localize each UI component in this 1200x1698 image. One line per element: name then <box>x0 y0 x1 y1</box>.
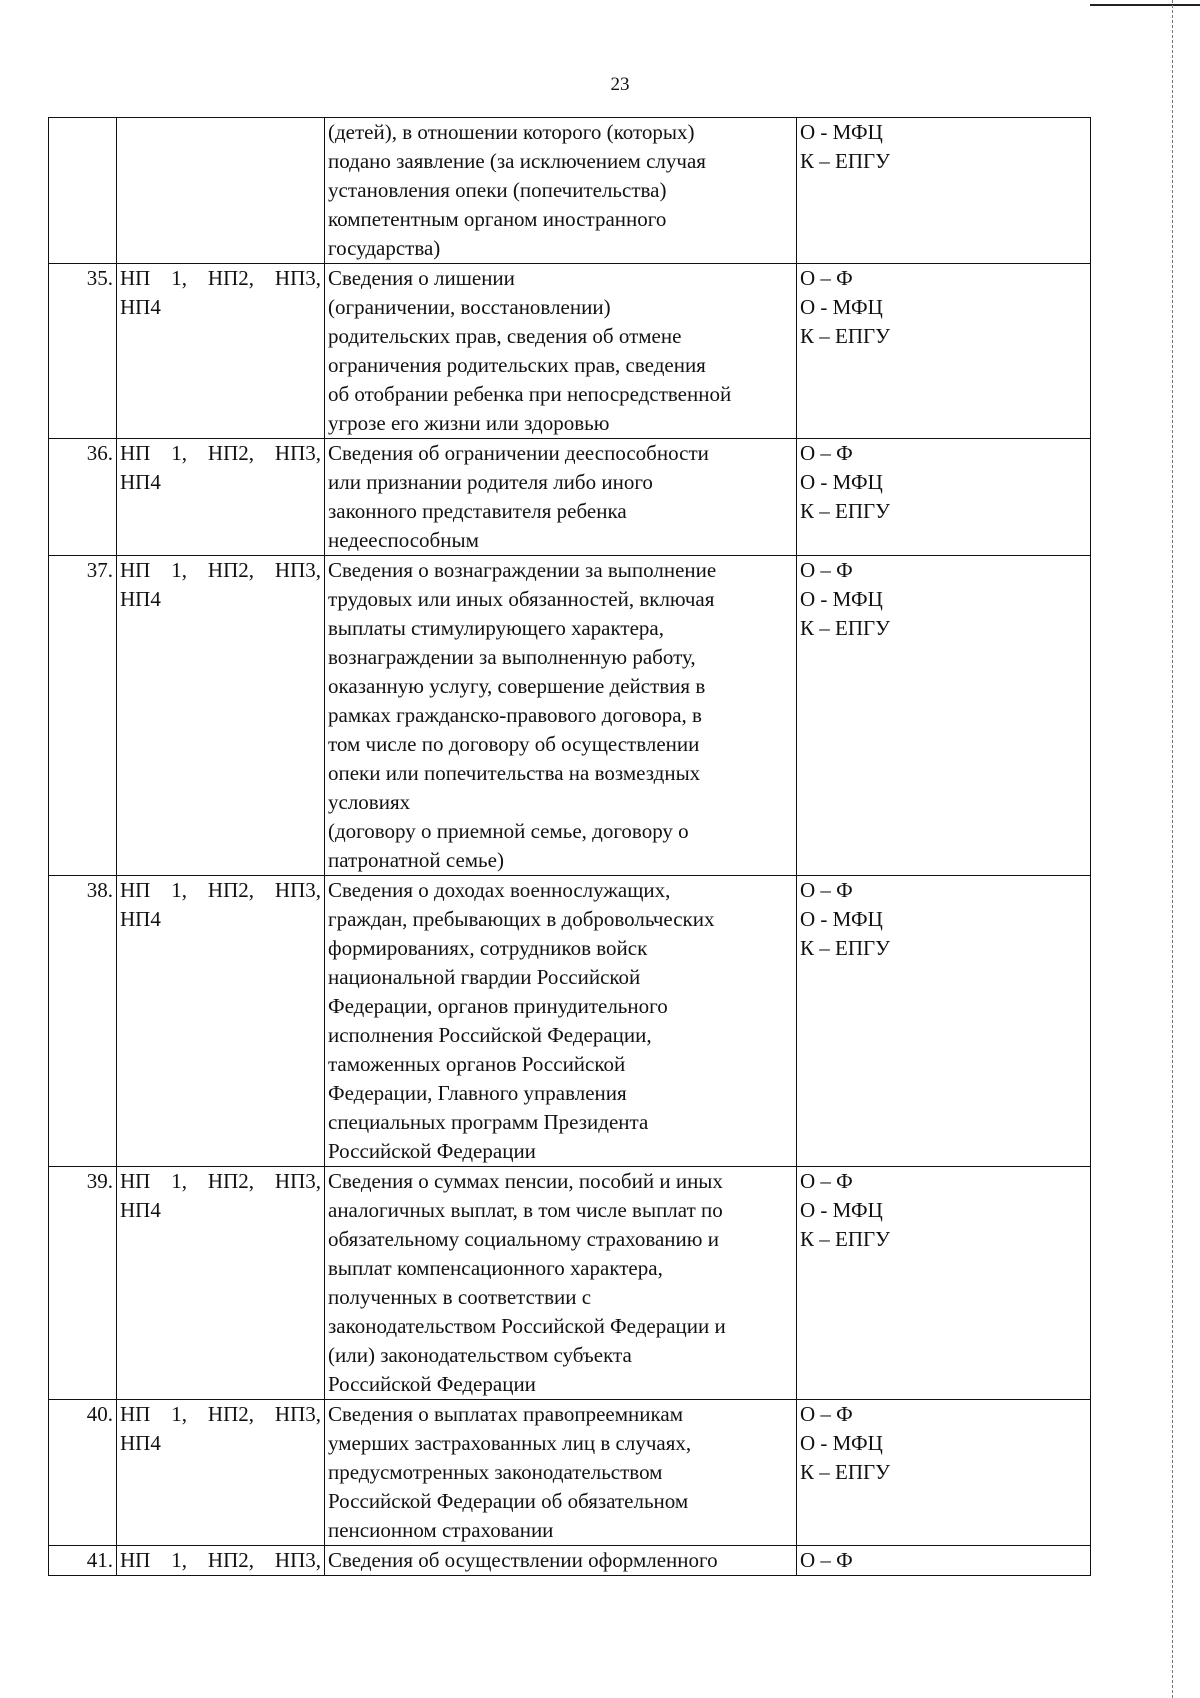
row-number: 38. <box>49 876 117 1167</box>
submission-methods-cell <box>797 1400 1091 1546</box>
description-line: или признании родителя либо иного <box>328 470 653 494</box>
applicant-codes-cell <box>117 1167 325 1400</box>
submission-method: О – Ф <box>800 558 853 582</box>
description-line: обязательному социальному страхованию и <box>328 1227 719 1251</box>
table-body <box>49 118 1091 1576</box>
information-description-cell <box>325 264 797 439</box>
description-line: Сведения об ограничении дееспособности <box>328 441 709 465</box>
row-number: 35. <box>49 264 117 439</box>
description-line: Сведения о вознаграждении за выполнение <box>328 558 717 582</box>
description-line: Сведения о доходах военнослужащих, <box>328 878 671 902</box>
description-line: вознаграждении за выполненную работу, <box>328 645 696 669</box>
description-line: подано заявление (за исключением случая <box>328 149 706 173</box>
information-description-cell <box>325 118 797 264</box>
table-row <box>49 1400 1091 1546</box>
description-line: Федерации, Главного управления <box>328 1081 627 1105</box>
applicant-codes-line: НП4 <box>120 295 161 319</box>
submission-method: О - МФЦ <box>800 120 883 144</box>
description-line: Сведения об осуществлении оформленного <box>328 1548 718 1572</box>
submission-methods-cell <box>797 556 1091 876</box>
applicant-codes-cell <box>117 264 325 439</box>
row-number: 40. <box>49 1400 117 1546</box>
row-number: 37. <box>49 556 117 876</box>
submission-method: О – Ф <box>800 441 853 465</box>
submission-methods-cell <box>797 1167 1091 1400</box>
description-line: установления опеки (попечительства) <box>328 178 667 202</box>
description-line: таможенных органов Российской <box>328 1052 626 1076</box>
applicant-codes-line: НП4 <box>120 1431 161 1455</box>
submission-methods-cell <box>797 439 1091 556</box>
submission-method: К – ЕПГУ <box>800 324 891 348</box>
submission-method: О – Ф <box>800 1402 853 1426</box>
description-line: ограничения родительских прав, сведения <box>328 353 706 377</box>
information-description-cell <box>325 1546 797 1576</box>
description-line: (договору о приемной семье, договору о <box>328 819 689 843</box>
description-line: Российской Федерации <box>328 1139 536 1163</box>
top-edge-rule <box>1090 4 1200 6</box>
submission-method: К – ЕПГУ <box>800 1227 891 1251</box>
description-line: законного представителя ребенка <box>328 499 627 523</box>
table-row <box>49 1167 1091 1400</box>
submission-methods-cell <box>797 264 1091 439</box>
description-line: Федерации, органов принудительного <box>328 994 668 1018</box>
description-line: (или) законодательством субъекта <box>328 1343 632 1367</box>
submission-method: К – ЕПГУ <box>800 499 891 523</box>
applicant-codes-line: НП 1, НП2, НП3, <box>120 441 321 465</box>
applicant-codes-cell <box>117 439 325 556</box>
submission-method: К – ЕПГУ <box>800 1460 891 1484</box>
applicant-codes-line: НП 1, НП2, НП3, <box>120 558 321 582</box>
information-description-cell <box>325 876 797 1167</box>
table-row <box>49 1546 1091 1576</box>
submission-methods-cell <box>797 876 1091 1167</box>
description-line: Российской Федерации об обязательном <box>328 1489 689 1513</box>
description-line: законодательством Российской Федерации и <box>328 1314 726 1338</box>
description-line: угрозе его жизни или здоровью <box>328 411 610 435</box>
description-line: опеки или попечительства на возмездных <box>328 761 701 785</box>
page-number: 23 <box>610 74 630 95</box>
description-line: аналогичных выплат, в том числе выплат по <box>328 1198 723 1222</box>
applicant-codes-line: НП 1, НП2, НП3, <box>120 1169 321 1193</box>
document-table <box>48 117 1091 1576</box>
description-line: исполнения Российской Федерации, <box>328 1023 652 1047</box>
applicant-codes-cell <box>117 118 325 264</box>
submission-method: О – Ф <box>800 1169 853 1193</box>
applicant-codes-line: НП4 <box>120 1198 161 1222</box>
description-line: Сведения о суммах пенсии, пособий и иных <box>328 1169 723 1193</box>
description-line: национальной гвардии Российской <box>328 965 641 989</box>
right-edge-rule <box>1172 0 1174 1698</box>
submission-method: К – ЕПГУ <box>800 936 891 960</box>
table-row <box>49 556 1091 876</box>
description-line: (ограничении, восстановлении) <box>328 295 611 319</box>
applicant-codes-line: НП 1, НП2, НП3, <box>120 1402 321 1426</box>
description-line: полученных в соответствии с <box>328 1285 592 1309</box>
description-line: граждан, пребывающих в добровольческих <box>328 907 715 931</box>
table-row <box>49 264 1091 439</box>
row-number: 39. <box>49 1167 117 1400</box>
submission-method: О - МФЦ <box>800 470 883 494</box>
description-line: недееспособным <box>328 528 479 552</box>
applicant-codes-cell <box>117 1546 325 1576</box>
row-number: 41. <box>49 1546 117 1576</box>
applicant-codes-line: НП4 <box>120 587 161 611</box>
description-line: об отобрании ребенка при непосредственной <box>328 382 732 406</box>
description-line: условиях <box>328 790 411 814</box>
description-line: формированиях, сотрудников войск <box>328 936 648 960</box>
submission-methods-cell <box>797 1546 1091 1576</box>
submission-method: К – ЕПГУ <box>800 149 891 173</box>
description-line: выплат компенсационного характера, <box>328 1256 663 1280</box>
information-description-cell <box>325 556 797 876</box>
table-row <box>49 876 1091 1167</box>
applicant-codes-line: НП4 <box>120 907 161 931</box>
description-line: рамках гражданско-правового договора, в <box>328 703 702 727</box>
description-line: том числе по договору об осуществлении <box>328 732 700 756</box>
submission-method: О - МФЦ <box>800 1431 883 1455</box>
row-number: 36. <box>49 439 117 556</box>
description-line: Сведения о лишении <box>328 266 515 290</box>
submission-method: О – Ф <box>800 1548 853 1572</box>
table-row <box>49 439 1091 556</box>
description-line: выплаты стимулирующего характера, <box>328 616 664 640</box>
description-line: умерших застрахованных лиц в случаях, <box>328 1431 692 1455</box>
description-line: Сведения о выплатах правопреемникам <box>328 1402 683 1426</box>
description-line: предусмотренных законодательством <box>328 1460 663 1484</box>
description-line: специальных программ Президента <box>328 1110 649 1134</box>
applicant-codes-cell <box>117 876 325 1167</box>
description-line: (детей), в отношении которого (которых) <box>328 120 695 144</box>
description-line: оказанную услугу, совершение действия в <box>328 674 706 698</box>
applicant-codes-line: НП4 <box>120 470 161 494</box>
applicant-codes-cell <box>117 556 325 876</box>
description-line: государства) <box>328 236 441 260</box>
information-description-cell <box>325 1167 797 1400</box>
submission-methods-cell <box>797 118 1091 264</box>
information-description-cell <box>325 439 797 556</box>
description-line: трудовых или иных обязанностей, включая <box>328 587 715 611</box>
submission-method: К – ЕПГУ <box>800 616 891 640</box>
applicant-codes-line: НП 1, НП2, НП3, <box>120 1548 321 1572</box>
submission-method: О - МФЦ <box>800 1198 883 1222</box>
description-line: пенсионном страховании <box>328 1518 554 1542</box>
row-number <box>49 118 117 264</box>
information-description-cell <box>325 1400 797 1546</box>
description-line: Российской Федерации <box>328 1372 536 1396</box>
applicant-codes-line: НП 1, НП2, НП3, <box>120 878 321 902</box>
description-line: родительских прав, сведения об отмене <box>328 324 682 348</box>
submission-method: О – Ф <box>800 266 853 290</box>
submission-method: О - МФЦ <box>800 907 883 931</box>
applicant-codes-cell <box>117 1400 325 1546</box>
applicant-codes-line: НП 1, НП2, НП3, <box>120 266 321 290</box>
submission-method: О - МФЦ <box>800 587 883 611</box>
table-row <box>49 118 1091 264</box>
description-line: патронатной семье) <box>328 848 504 872</box>
submission-method: О - МФЦ <box>800 295 883 319</box>
description-line: компетентным органом иностранного <box>328 207 667 231</box>
submission-method: О – Ф <box>800 878 853 902</box>
